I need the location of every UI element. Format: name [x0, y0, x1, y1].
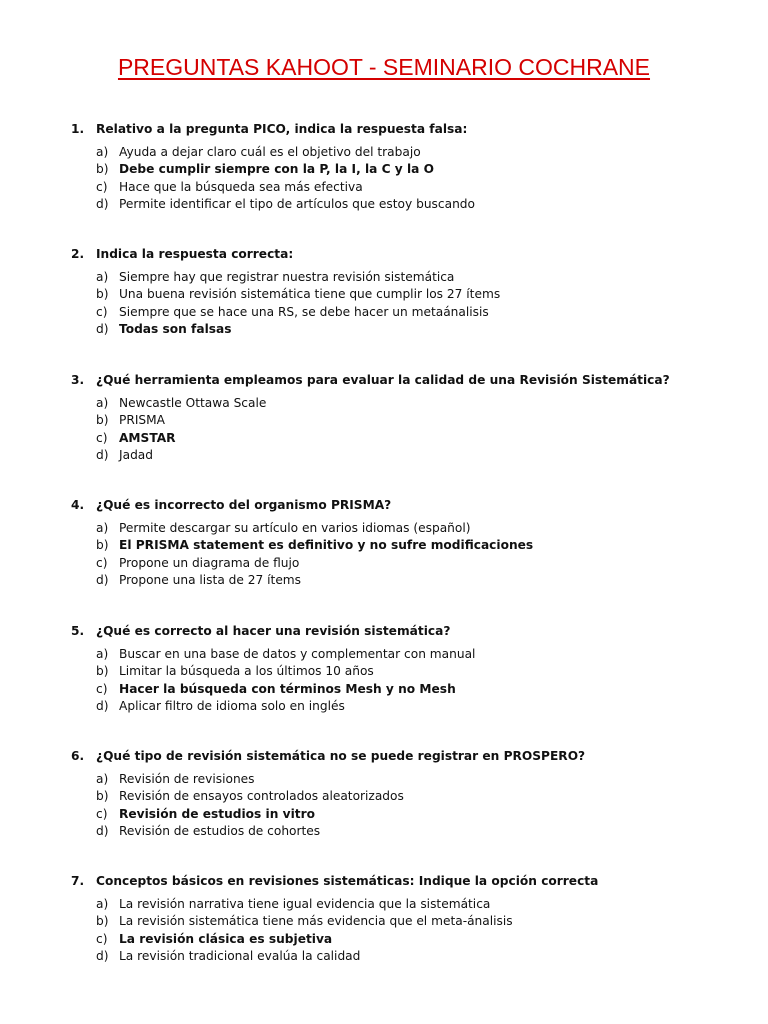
question-heading: [0, 246, 768, 263]
option-item-correct: [0, 931, 768, 948]
option-letter: a): [96, 521, 109, 535]
question-heading: [0, 121, 768, 138]
option-text: Revisión de estudios de cohortes: [119, 823, 321, 838]
option-letter: c): [96, 681, 108, 696]
option-letter: d): [96, 572, 109, 587]
option-item: [0, 269, 768, 286]
option-text: AMSTAR: [119, 430, 176, 445]
option-list: [0, 395, 768, 464]
question-block: [0, 873, 768, 965]
option-text: Permite descargar su artículo en varios idiomas (español): [119, 521, 471, 535]
option-text: Revisión de estudios in vitro: [119, 806, 315, 821]
option-item: [0, 555, 768, 572]
question-block: [0, 748, 768, 840]
option-letter: b): [96, 538, 109, 553]
option-item-correct: [0, 430, 768, 447]
option-letter: d): [96, 196, 109, 211]
option-list: [0, 144, 768, 213]
option-text: Propone un diagrama de flujo: [119, 555, 300, 570]
option-letter: b): [96, 914, 109, 929]
option-text: La revisión narrativa tiene igual evidencia que la sistemática: [119, 897, 491, 911]
option-text: Hace que la búsqueda sea más efectiva: [119, 179, 363, 194]
option-letter: a): [96, 897, 109, 911]
option-text: El PRISMA statement es definitivo y no sufre modificaciones: [119, 538, 534, 553]
option-text: La revisión clásica es subjetiva: [119, 931, 333, 946]
option-text: Siempre hay que registrar nuestra revisión sistemática: [119, 270, 455, 284]
option-letter: c): [96, 304, 108, 319]
option-text: Todas son falsas: [119, 321, 232, 336]
option-text: Ayuda a dejar claro cuál es el objetivo del trabajo: [119, 145, 421, 159]
option-text: Aplicar filtro de idioma solo en inglés: [119, 698, 345, 713]
option-letter: b): [96, 287, 109, 302]
option-letter: c): [96, 931, 108, 946]
option-item: [0, 663, 768, 680]
option-letter: b): [96, 162, 109, 177]
option-letter: a): [96, 647, 109, 661]
option-text: Permite identificar el tipo de artículos que estoy buscando: [119, 196, 475, 211]
question-number: 3.: [71, 373, 85, 387]
option-item: [0, 144, 768, 161]
option-letter: c): [96, 179, 108, 194]
option-text: Limitar la búsqueda a los últimos 10 años: [119, 664, 374, 679]
option-list: [0, 269, 768, 338]
question-number: 2.: [71, 247, 85, 261]
option-item: [0, 412, 768, 429]
option-item: [0, 447, 768, 464]
option-list: [0, 771, 768, 840]
option-item: [0, 948, 768, 965]
option-item: [0, 304, 768, 321]
option-letter: a): [96, 145, 109, 159]
option-text: La revisión tradicional evalúa la calidad: [119, 948, 361, 963]
option-item-correct: [0, 537, 768, 554]
question-heading: [0, 372, 768, 389]
option-text: Revisión de ensayos controlados aleatorizados: [119, 789, 404, 804]
question-block: [0, 246, 768, 338]
question-block: [0, 497, 768, 589]
option-item: [0, 196, 768, 213]
question-text: ¿Qué tipo de revisión sistemática no se puede registrar en PROSPERO?: [96, 749, 586, 763]
question-number: 7.: [71, 874, 85, 888]
option-text: Newcastle Ottawa Scale: [119, 396, 267, 410]
question-text: ¿Qué herramienta empleamos para evaluar la calidad de una Revisión Sistemática?: [96, 373, 670, 387]
option-letter: a): [96, 270, 109, 284]
option-letter: b): [96, 413, 109, 428]
question-number: 4.: [71, 498, 85, 512]
option-letter: d): [96, 321, 109, 336]
option-list: [0, 646, 768, 715]
option-text: Siempre que se hace una RS, se debe hacer un metaánalisis: [119, 304, 489, 319]
question-text: Conceptos básicos en revisiones sistemáticas: Indique la opción correcta: [96, 874, 599, 888]
question-block: [0, 121, 768, 213]
option-text: Debe cumplir siempre con la P, la I, la C y la O: [119, 162, 434, 177]
question-block: [0, 372, 768, 464]
option-letter: a): [96, 396, 109, 410]
option-text: PRISMA: [119, 413, 166, 428]
option-list: [0, 896, 768, 965]
option-item: [0, 896, 768, 913]
option-text: Propone una lista de 27 ítems: [119, 572, 302, 587]
question-number: 5.: [71, 624, 85, 638]
option-item: [0, 913, 768, 930]
option-text: Buscar en una base de datos y complementar con manual: [119, 647, 476, 661]
option-text: Jadad: [119, 447, 154, 462]
option-text: Revisión de revisiones: [119, 772, 255, 786]
option-item: [0, 646, 768, 663]
option-letter: d): [96, 698, 109, 713]
option-text: Hacer la búsqueda con términos Mesh y no Mesh: [119, 681, 456, 696]
question-heading: [0, 873, 768, 890]
question-text: ¿Qué es incorrecto del organismo PRISMA?: [96, 498, 392, 512]
question-text: Relativo a la pregunta PICO, indica la respuesta falsa:: [96, 122, 468, 136]
option-letter: c): [96, 806, 108, 821]
option-letter: d): [96, 948, 109, 963]
question-text: ¿Qué es correcto al hacer una revisión sistemática?: [96, 624, 451, 638]
question-text: Indica la respuesta correcta:: [96, 247, 294, 261]
option-text: La revisión sistemática tiene más evidencia que el meta-ánalisis: [119, 914, 513, 929]
option-letter: d): [96, 447, 109, 462]
option-item: [0, 572, 768, 589]
question-heading: [0, 623, 768, 640]
option-letter: c): [96, 430, 108, 445]
option-letter: a): [96, 772, 109, 786]
option-item: [0, 179, 768, 196]
option-item-correct: [0, 681, 768, 698]
option-letter: c): [96, 555, 108, 570]
question-block: [0, 623, 768, 715]
option-item: [0, 520, 768, 537]
question-number: 1.: [71, 122, 85, 136]
option-item: [0, 771, 768, 788]
option-letter: b): [96, 789, 109, 804]
option-text: Una buena revisión sistemática tiene que cumplir los 27 ítems: [119, 287, 501, 302]
option-item: [0, 286, 768, 303]
option-item: [0, 788, 768, 805]
question-number: 6.: [71, 749, 85, 763]
document-title-text: PREGUNTAS KAHOOT - SEMINARIO COCHRANE: [117, 54, 651, 80]
option-item-correct: [0, 321, 768, 338]
option-item-correct: [0, 161, 768, 178]
option-letter: d): [96, 823, 109, 838]
question-heading: [0, 748, 768, 765]
option-item-correct: [0, 806, 768, 823]
option-item: [0, 698, 768, 715]
option-letter: b): [96, 664, 109, 679]
option-item: [0, 395, 768, 412]
option-list: [0, 520, 768, 589]
option-item: [0, 823, 768, 840]
question-heading: [0, 497, 768, 514]
